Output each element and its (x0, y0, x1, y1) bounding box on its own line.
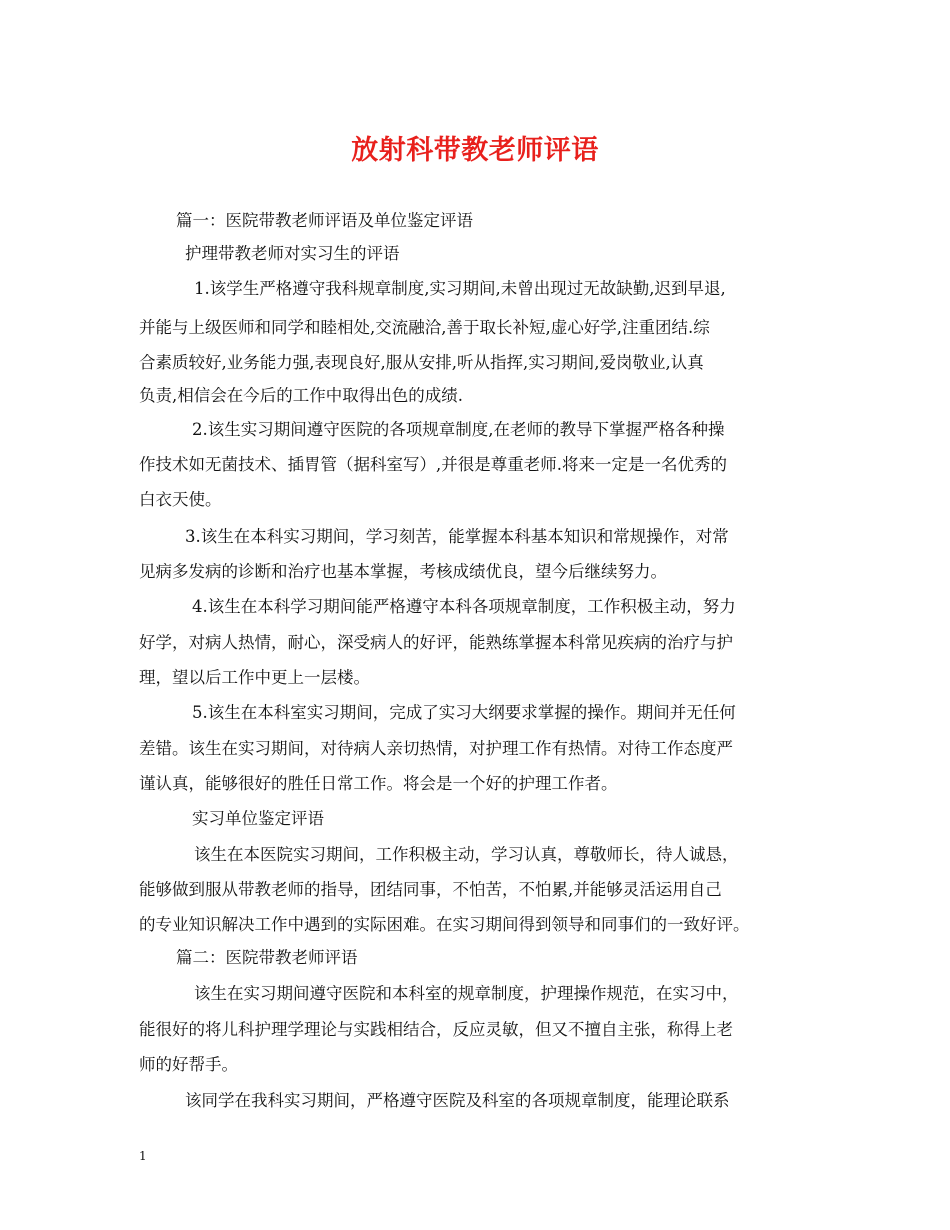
paragraph-line: 该生在实习期间遵守医院和本科室的规章制度，护理操作规范，在实习中， (194, 984, 739, 1003)
section-heading: 篇二：医院带教老师评语 (176, 948, 358, 967)
paragraph-line: 能够做到服从带教老师的指导，团结同事，不怕苦，不怕累,并能够灵活运用自己 (139, 880, 722, 899)
paragraph-line: 合素质较好,业务能力强,表现良好,服从安排,听从指挥,实习期间,爱岗敬业,认真 (139, 353, 704, 372)
paragraph-line: 2.该生实习期间遵守医院的各项规章制度,在老师的教导下掌握严格各种操 (192, 420, 725, 439)
paragraph-line: 见病多发病的诊断和治疗也基本掌握，考核成绩优良，望今后继续努力。 (139, 562, 667, 581)
paragraph-line: 能很好的将儿科护理学理论与实践相结合，反应灵敏，但又不擅自主张，称得上老 (139, 1020, 733, 1039)
paragraph-line: 并能与上级医师和同学和睦相处,交流融洽,善于取长补短,虚心好学,注重团结.综 (139, 318, 710, 337)
paragraph-line: 差错。该生在实习期间，对待病人亲切热情，对护理工作有热情。对待工作态度严 (139, 739, 733, 758)
subheading: 实习单位鉴定评语 (192, 809, 324, 828)
page-number: 1 (139, 1149, 147, 1163)
paragraph-line: 该同学在我科实习期间，严格遵守医院及科室的各项规章制度，能理论联系 (185, 1091, 730, 1110)
paragraph-line: 3.该生在本科实习期间，学习刻苦，能掌握本科基本知识和常规操作，对常 (185, 527, 729, 546)
paragraph-line: 5.该生在本科室实习期间，完成了实习大纲要求掌握的操作。期间并无任何 (192, 703, 736, 722)
paragraph-line: 作技术如无菌技术、插胃管（据科室写）,并很是尊重老师.将来一定是一名优秀的 (139, 455, 727, 474)
subheading: 护理带教老师对实习生的评语 (185, 244, 400, 263)
paragraph-line: 4.该生在本科学习期间能严格遵守本科各项规章制度，工作积极主动，努力 (192, 597, 736, 616)
paragraph-line: 该生在本医院实习期间，工作积极主动，学习认真，尊敬师长，待人诚恳， (194, 845, 739, 864)
paragraph-line: 师的好帮手。 (139, 1055, 238, 1074)
section-heading: 篇一：医院带教老师评语及单位鉴定评语 (176, 211, 473, 230)
paragraph-line: 的专业知识解决工作中遇到的实际困难。在实习期间得到领导和同事们的一致好评。 (139, 915, 750, 934)
paragraph-line: 1.该学生严格遵守我科规章制度,实习期间,未曾出现过无故缺勤,迟到早退, (194, 279, 726, 298)
paragraph-line: 负责,相信会在今后的工作中取得出色的成绩. (139, 386, 463, 405)
page-title: 放射科带教老师评语 (351, 135, 599, 166)
paragraph-line: 白衣天使。 (139, 490, 222, 509)
paragraph-line: 好学，对病人热情，耐心，深受病人的好评，能熟练掌握本科常见疾病的治疗与护 (139, 633, 733, 652)
paragraph-line: 谨认真，能够很好的胜任日常工作。将会是一个好的护理工作者。 (139, 774, 618, 793)
paragraph-line: 理，望以后工作中更上一层楼。 (139, 668, 370, 687)
